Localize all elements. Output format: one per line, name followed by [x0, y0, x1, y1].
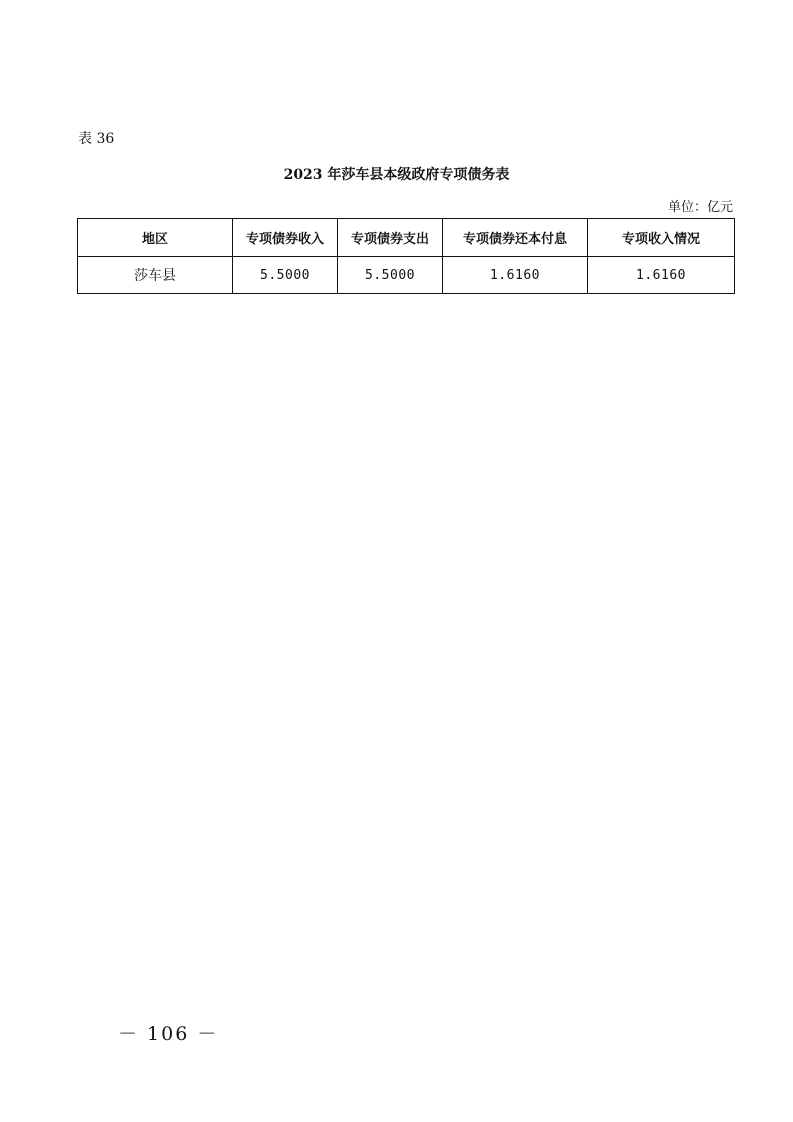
table-label: 表 36	[78, 131, 115, 147]
header-special-revenue: 专项收入情况	[588, 219, 735, 257]
header-special-bond-repayment: 专项债券还本付息	[443, 219, 588, 257]
table-header-row	[78, 219, 735, 257]
page-number: － 106 －	[118, 1023, 219, 1045]
cell-region: 莎车县	[78, 257, 233, 294]
header-special-bond-expenditure: 专项债券支出	[338, 219, 443, 257]
cell-special-bond-expenditure: 5.5000	[338, 257, 443, 294]
cell-special-bond-income: 5.5000	[233, 257, 338, 294]
unit-note: 单位：亿元	[667, 200, 733, 215]
document-title: 2023 年莎车县本级政府专项债务表	[283, 167, 510, 183]
special-debt-table	[77, 218, 735, 294]
header-special-bond-income: 专项债券收入	[233, 219, 338, 257]
cell-special-bond-repayment: 1.6160	[443, 257, 588, 294]
cell-special-revenue: 1.6160	[588, 257, 735, 294]
header-region: 地区	[78, 219, 233, 257]
table-row	[78, 257, 735, 294]
